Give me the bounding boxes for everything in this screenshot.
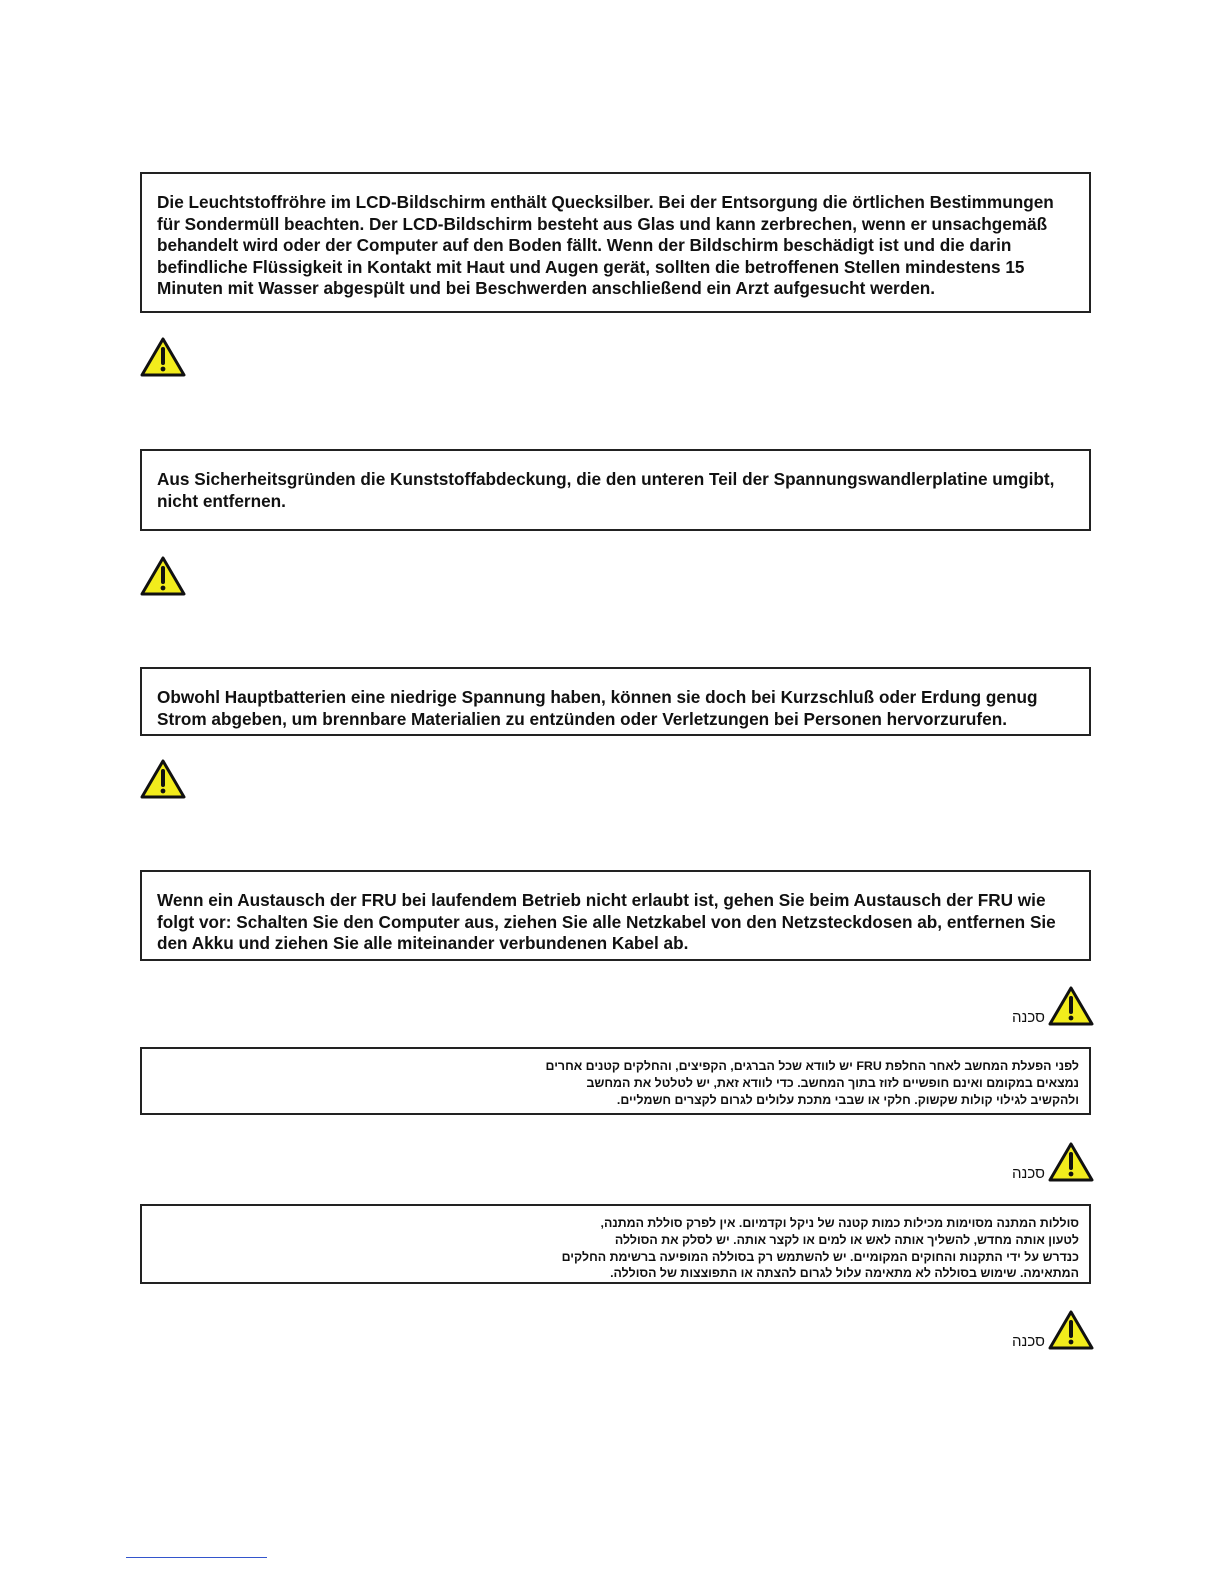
notice-box-plastic-cover (140, 449, 1091, 531)
warning-triangle-icon (1048, 1141, 1094, 1183)
notice-text-main-battery: Obwohl Hauptbatterien eine niedrige Spannung haben, können sie doch bei Kurzschluß oder Erdung genug Strom abgeben, um brennbare Materialien zu entzünden oder Verletzungen bei Personen hervorzurufen. (157, 687, 1038, 729)
hebrew-line: ולהקשיב לגילוי קולות שקשוק. חלקי או שבבי מתכת עלולים לגרום לקצרים חשמליים. (616, 1092, 1079, 1107)
hebrew-line: כנדרש על ידי התקנות והחוקים המקומיים. יש להשתמש רק בסוללה המופיעה ברשימת החלקים (561, 1249, 1079, 1264)
warning-triangle-icon (140, 555, 186, 597)
hebrew-line: לפני הפעלת המחשב לאחר החלפת FRU יש לוודא שכל הברגים, הקפיצים, והחלקים קטנים אחרים (545, 1059, 1079, 1073)
notice-text-plastic-cover: Aus Sicherheitsgründen die Kunststoffabdeckung, die den unteren Teil der Spannungswandlerplatine umgibt, nicht entfernen. (157, 469, 1055, 511)
danger-label: סכנה (1012, 1165, 1045, 1182)
danger-label: סכנה (1012, 1009, 1045, 1026)
warning-triangle-icon (140, 336, 186, 378)
hebrew-line: לטעון אותה מחדש, להשליך אותה לאש או למים או לקצר אותה. יש לסלק את הסוללה (614, 1232, 1079, 1247)
notice-box-lcd-mercury (140, 172, 1091, 313)
warning-triangle-icon (140, 758, 186, 800)
warning-triangle-icon (1048, 1309, 1094, 1351)
hebrew-line: סוללות המתנה מסוימות מכילות כמות קטנה של ניקל וקדמיום. אין לפרק סוללת המתנה, (600, 1216, 1079, 1230)
hebrew-line: נמצאים במקומם ואינם חופשיים לזוז בתוך המחשב. כדי לוודא זאת, יש לטלטל את המחשב (586, 1075, 1079, 1090)
footnote-rule (126, 1557, 267, 1558)
notice-box-main-battery (140, 667, 1091, 736)
warning-triangle-icon (1048, 985, 1094, 1027)
notice-box-fru-replacement (140, 870, 1091, 961)
notice-text-fru-replacement: Wenn ein Austausch der FRU bei laufendem Betrieb nicht erlaubt ist, gehen Sie beim Austausch der FRU wie folgt vor: Schalten Sie den Computer aus, ziehen Sie alle Netzkabel von den Netzsteckdosen ab, entfernen Sie den Akku und ziehen Sie alle miteinander verbundenen Kabel ab. (157, 890, 1056, 953)
notice-box-backup-battery-hebrew (140, 1204, 1091, 1284)
danger-label: סכנה (1012, 1333, 1045, 1350)
notice-box-fru-check-hebrew (140, 1047, 1091, 1115)
notice-text-lcd-mercury: Die Leuchtstoffröhre im LCD-Bildschirm enthält Quecksilber. Bei der Entsorgung die örtlichen Bestimmungen für Sondermüll beachten. Der LCD-Bildschirm besteht aus Glas und kann zerbrechen, wenn er unsachgemäß behandelt wird oder der Computer auf den Boden fällt. Wenn der Bildschirm beschädigt ist und die darin befindliche Flüssigkeit in Kontakt mit Haut und Augen gerät, sollten die betroffenen Stellen mindestens 15 Minuten mit Wasser abgespült und bei Beschwerden anschließend ein Arzt aufgesucht werden. (157, 192, 1054, 298)
hebrew-line: המתאימה. שימוש בסוללה לא מתאימה עלול לגרום להצתה או התפוצצות של הסוללה. (610, 1266, 1079, 1281)
